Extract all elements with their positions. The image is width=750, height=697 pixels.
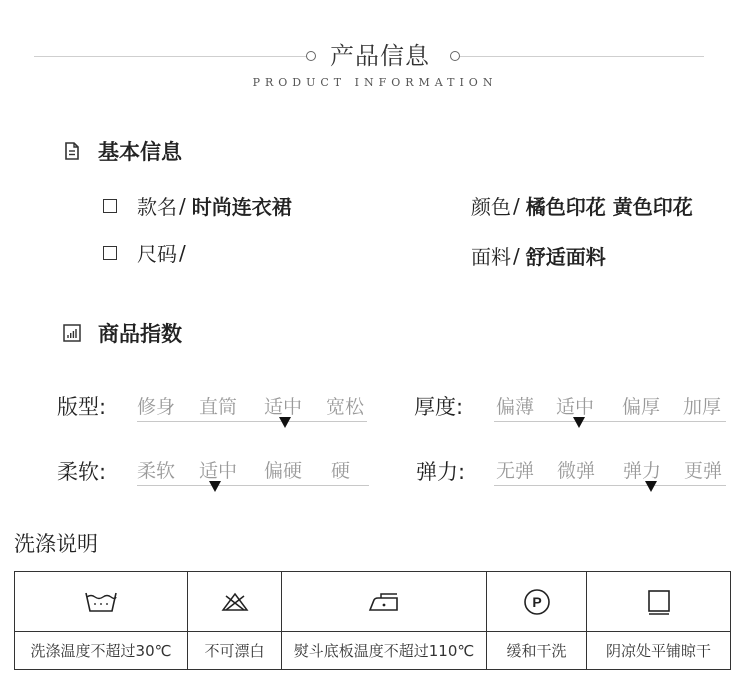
checkbox-icon <box>103 246 117 260</box>
wash-cell <box>282 572 487 669</box>
index-option: 更弹 <box>684 460 723 482</box>
wash-cell <box>587 572 730 669</box>
wash-text: 阴凉处平铺晾干 <box>605 642 711 660</box>
info-row-color <box>471 191 693 220</box>
info-key: 尺码 <box>137 242 177 266</box>
info-value: 时尚连衣裙 <box>191 195 292 219</box>
wash-text: 洗涤温度不超过30℃ <box>30 642 172 660</box>
info-row-fabric <box>471 241 606 270</box>
index-track-elasticity <box>494 456 726 486</box>
index-label-thickness: 厚度: <box>414 395 464 419</box>
section-title-text: 商品指数 <box>98 322 182 346</box>
checkbox-icon <box>103 199 117 213</box>
product-index-title <box>62 318 182 348</box>
index-option: 偏硬 <box>264 460 303 482</box>
index-option: 硬 <box>331 460 351 482</box>
info-value: 橘色印花 黄色印花 <box>525 195 693 219</box>
index-option: 直筒 <box>199 396 238 418</box>
index-label-softness: 柔软: <box>57 460 107 484</box>
index-track-softness <box>137 456 369 486</box>
info-separator: / <box>513 243 520 268</box>
header-line-left <box>34 56 310 57</box>
index-option: 宽松 <box>326 396 365 418</box>
info-value: 舒适面料 <box>525 245 606 269</box>
dry-clean-p-icon <box>487 572 586 632</box>
info-separator: / <box>179 193 186 218</box>
wash-text: 熨斗底板温度不超过110℃ <box>293 642 475 660</box>
index-marker-icon <box>209 481 221 492</box>
wash-text: 不可漂白 <box>204 642 265 660</box>
wash-text: 缓和干洗 <box>506 642 567 660</box>
washing-title: 洗涤说明 <box>14 532 98 556</box>
iron-icon <box>282 572 486 632</box>
info-key: 款名 <box>137 195 177 219</box>
document-icon <box>62 141 82 161</box>
page-subtitle: PRODUCT INFORMATION <box>252 76 498 89</box>
no-bleach-icon <box>188 572 281 632</box>
wash-cell <box>487 572 587 669</box>
index-option: 加厚 <box>683 396 722 418</box>
index-option: 无弹 <box>496 460 535 482</box>
page-title: 产品信息 <box>330 42 430 70</box>
index-marker-icon <box>573 417 585 428</box>
info-key: 面料 <box>471 245 511 269</box>
index-label-fit: 版型: <box>57 395 107 419</box>
flat-dry-shade-icon <box>587 572 730 632</box>
info-separator: / <box>513 193 520 218</box>
info-row-name <box>103 191 292 220</box>
index-option: 柔软 <box>137 460 176 482</box>
info-key: 颜色 <box>471 195 511 219</box>
index-option: 适中 <box>199 460 238 482</box>
index-option: 微弹 <box>557 460 596 482</box>
header-dot-right <box>450 51 460 61</box>
index-option: 偏厚 <box>622 396 661 418</box>
info-row-size <box>103 238 192 267</box>
index-option: 适中 <box>556 396 595 418</box>
index-track-fit <box>137 392 367 422</box>
header-dot-left <box>306 51 316 61</box>
header-line-right <box>460 56 704 57</box>
index-option: 修身 <box>137 396 176 418</box>
index-option: 偏薄 <box>496 396 535 418</box>
basic-info-title <box>62 136 182 166</box>
washing-table <box>14 571 731 670</box>
index-option: 适中 <box>264 396 303 418</box>
wash-cell <box>188 572 282 669</box>
svg-text:P: P <box>531 593 542 610</box>
info-separator: / <box>179 240 186 265</box>
index-option: 弹力 <box>623 460 662 482</box>
bar-chart-icon <box>62 323 82 343</box>
wash-30-icon <box>15 572 187 632</box>
index-track-thickness <box>494 392 726 422</box>
section-title-text: 基本信息 <box>98 140 182 164</box>
index-marker-icon <box>645 481 657 492</box>
index-label-elasticity: 弹力: <box>416 460 466 484</box>
wash-cell <box>15 572 188 669</box>
index-marker-icon <box>279 417 291 428</box>
